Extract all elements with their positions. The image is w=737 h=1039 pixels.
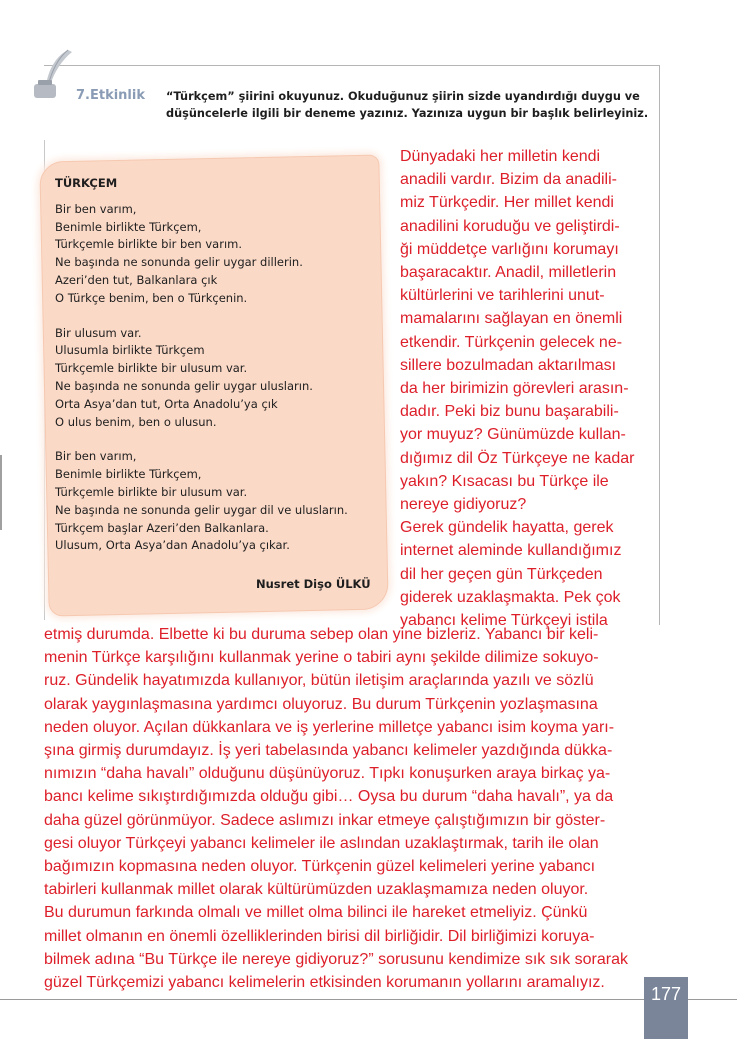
- essay-line: nımızın “daha havalı” olduğunu düşünüyoruz. Tıpkı konuşurken araya birkaç ya-: [44, 765, 611, 783]
- essay-line: bilmek adına “Bu Türkçe ile nereye gidiyoruz?” sorusunu kendimize sık sık sorarak: [44, 950, 628, 968]
- left-margin-mark: [0, 455, 2, 530]
- quill-inkwell-icon: [28, 48, 76, 104]
- essay-line: miz Türkçedir. Her millet kendi: [400, 194, 614, 212]
- essay-line: dadır. Peki biz bunu başarabili-: [400, 403, 619, 421]
- poem-line: Bir ulusum var.: [55, 325, 142, 340]
- poem-line: O Türkçe benim, ben o Türkçenin.: [55, 290, 248, 305]
- essay-line: başaracaktır. Anadil, milletlerin: [400, 264, 617, 282]
- poem-line: Ne başında ne sonunda gelir uygar dillerin.: [55, 255, 303, 270]
- essay-line: giderek uzaklaşmakta. Pek çok: [400, 588, 621, 606]
- essay-line: ruz. Gündelik hayatımızda kullanıyor, bütün iletişim araçlarında yazılı ve sözlü: [44, 672, 594, 690]
- essay-line: dığımız dil Öz Türkçeye ne kadar: [400, 449, 635, 467]
- poem-line: Türkçem başlar Azeri’den Balkanlara.: [55, 520, 269, 535]
- essay-line: ği müddetçe varlığını korumayı: [400, 240, 619, 258]
- frame-top-border: [44, 65, 660, 66]
- poem-author: Nusret Dişo ÜLKÜ: [256, 577, 371, 591]
- essay-line: anadili vardır. Bizim da anadili-: [400, 171, 617, 189]
- essay-line: güzel Türkçemizi yabancı kelimelerin etkisinden korumanın yollarını aramalıyız.: [44, 974, 605, 992]
- poem-line: Benimle birlikte Türkçem,: [55, 219, 202, 234]
- essay-line: olarak yaygınlaşmasına yardımcı oluyoruz. Bu durum Türkçenin yozlaşmasına: [44, 695, 598, 713]
- activity-instruction: “Türkçem” şiirini okuyunuz. Okuduğunuz şiirin sizde uyandırdığı duygu ve düşüncelerle ilgili bir deneme yazınız. Yazınıza uygun bir başlık belirleyiniz.: [166, 90, 649, 120]
- poem-line: O ulus benim, ben o ulusun.: [55, 414, 217, 429]
- poem-line: Ne başında ne sonunda gelir uygar dil ve ulusların.: [55, 502, 348, 517]
- bottom-rule: [0, 999, 737, 1000]
- essay-line: daha güzel görünmüyor. Sadece aslımızı inkar etmeye çalıştığımızın bir göster-: [44, 811, 606, 829]
- essay-line: yor muyuz? Günümüzde kullan-: [400, 426, 626, 444]
- essay-line: etmiş durumda. Elbette ki bu duruma sebep olan yine bizleriz. Yabancı bir keli-: [44, 626, 599, 643]
- poem-stanza: [55, 448, 385, 555]
- poem-line: Ne başında ne sonunda gelir uygar ulusların.: [55, 378, 313, 393]
- essay-line: Gerek gündelik hayatta, gerek: [400, 519, 614, 537]
- essay-line: etkendir. Türkçenin gelecek ne-: [400, 333, 623, 351]
- essay-line: neden oluyor. Açılan dükkanlara ve iş yerlerine milletçe yabancı isim koyma yarı-: [44, 718, 615, 736]
- essay-line: kültürlerini ve tarihlerini unut-: [400, 287, 605, 305]
- essay-line: dil her geçen gün Türkçeden: [400, 565, 603, 583]
- poem-line: Orta Asya’dan tut, Orta Anadolu’ya çık: [55, 396, 278, 411]
- essay-line: yakın? Kısacası bu Türkçe ile: [400, 472, 609, 490]
- essay-line: internet aleminde kullandığımız: [400, 542, 622, 560]
- poem-line: Türkçemle birlikte bir ulusum var.: [55, 361, 248, 376]
- poem-title: TÜRKÇEM: [55, 176, 118, 190]
- poem-line: Türkçemle birlikte bir ben varım.: [55, 237, 242, 252]
- essay-line: gesi oluyor Türkçeyi yabancı kelimeler ile aslından uzaklaştırmak, tarih ile olan: [44, 834, 599, 852]
- poem-line: Azeri’den tut, Balkanlara çık: [55, 272, 218, 287]
- essay-line: bağımızın kopmasına neden oluyor. Türkçenin güzel kelimeleri yerine yabancı: [44, 858, 596, 876]
- poem-line: Ulusumla birlikte Türkçem: [55, 343, 205, 358]
- poem-stanza: [55, 325, 385, 432]
- essay-line: da her birimizin görevleri arasın-: [400, 380, 629, 398]
- essay-line: menin Türkçe karşılığını kullanmak yerine o tabiri aynı şekilde dilimize sokuyo-: [44, 649, 599, 667]
- essay-line: mamalarını sağlayan en önemli: [400, 310, 623, 328]
- essay-line: sillere bozulmadan aktarılması: [400, 356, 617, 374]
- poem: [55, 175, 385, 572]
- essay-line: yabancı kelime Türkçeyi istila: [400, 612, 608, 630]
- essay-line: tabirleri kullanmak millet olarak kültürümüzden uzaklaşmamıza neden oluyor.: [44, 881, 589, 899]
- poem-line: Türkçemle birlikte bir ulusum var.: [55, 484, 248, 499]
- essay-line: Dünyadaki her milletin kendi: [400, 148, 601, 165]
- page-number: 177: [650, 984, 682, 1004]
- essay-line: nereye gidiyoruz?: [400, 496, 527, 514]
- essay-line: anadilini koruduğu ve geliştirdi-: [400, 217, 620, 235]
- essay-line: Bu durumun farkında olmalı ve millet olma bilinci ile hareket etmeliyiz. Çünkü: [44, 904, 588, 922]
- poem-line: Ulusum, Orta Asya’dan Anadolu’ya çıkar.: [55, 538, 290, 553]
- essay-line: bancı kelime sıkıştırdığımızda olduğu gibi… Oysa bu durum “daha havalı”, ya da: [44, 788, 614, 806]
- essay-line: şına girmiş durumdayız. İş yeri tabelasında yabancı kelimeler yazdığında dükka-: [44, 742, 613, 760]
- poem-line: Bir ben varım,: [55, 201, 137, 216]
- poem-stanza: [55, 201, 385, 308]
- poem-line: Bir ben varım,: [55, 449, 137, 464]
- essay-continuation: [44, 623, 724, 994]
- essay-column: [400, 145, 700, 632]
- poem-line: Benimle birlikte Türkçem,: [55, 467, 202, 482]
- activity-label: 7.Etkinlik: [76, 88, 145, 103]
- essay-line: millet olmanın en önemli özelliklerinden birisi dil birliğidir. Dil birliğimizi koruya-: [44, 927, 595, 945]
